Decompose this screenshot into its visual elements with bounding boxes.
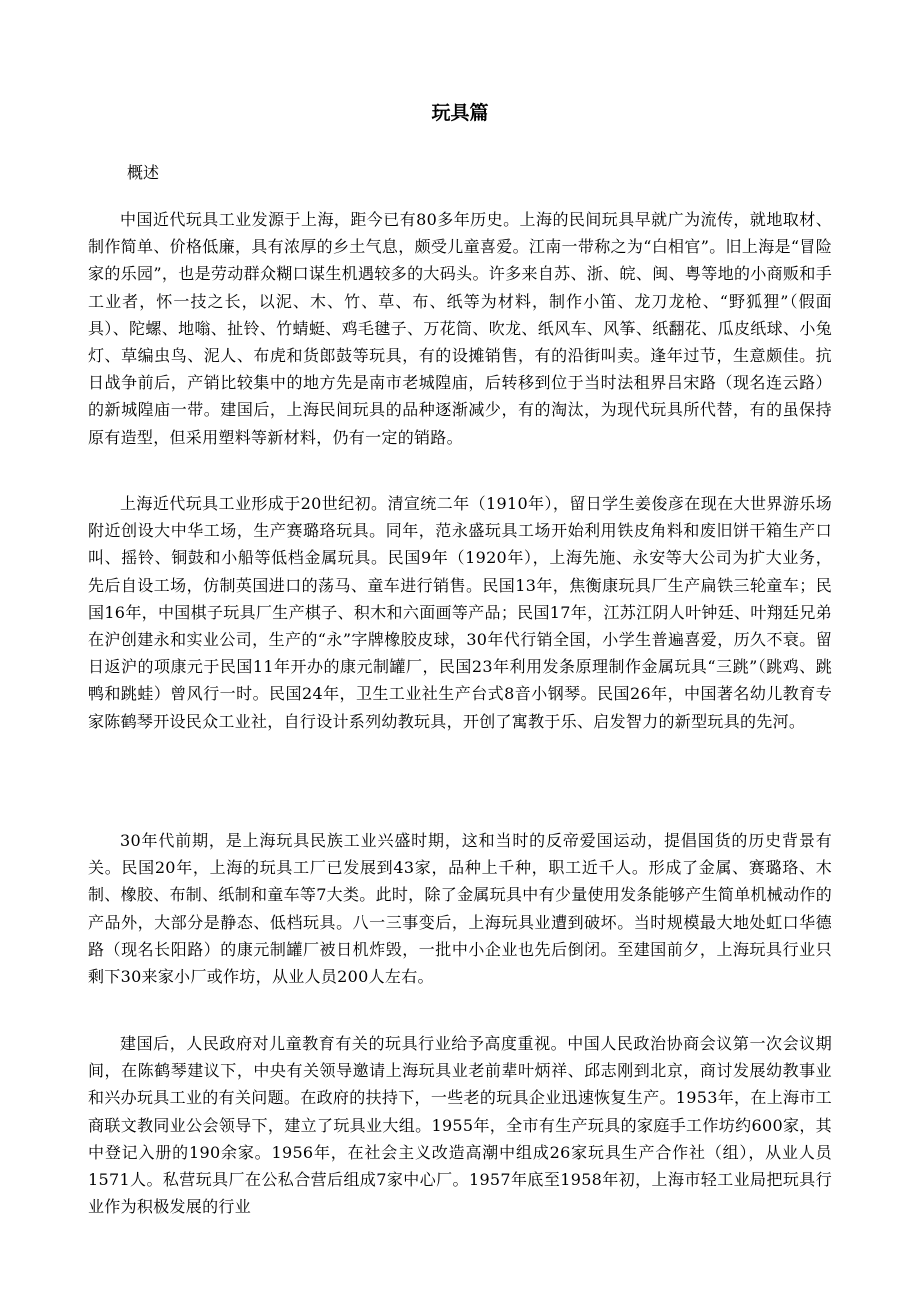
document-title: 玩具篇 [431, 102, 489, 124]
section-heading: 概述 [127, 163, 160, 182]
paragraph-4: 建国后，人民政府对儿童教育有关的玩具行业给予高度重视。中国人民政治协商会议第一次会议期间，在陈鹤琴建议下，中央有关领导邀请上海玩具业老前辈叶炳祥、邱志刚到北京，商讨发展幼教事业和兴办玩具工业的有关问题。在政府的扶持下，一些老的玩具企业迅速恢复生产。1953年，在上海市工商联文教同业公会领导下，建立了玩具业大组。1955年，全市有生产玩具的家庭手工作坊约600家，其中登记入册的190余家。1956年，在社会主义改造高潮中组成26家玩具生产合作社（组），从业人员1571人。私营玩具厂在公私合营后组成7家中心厂。1957年底至1958年初，上海市轻工业局把玩具行业作为积极发展的行业 [88, 1034, 832, 1217]
paragraph-3: 30年代前期，是上海玩具民族工业兴盛时期，这和当时的反帝爱国运动，提倡国货的历史背景有关。民国20年，上海的玩具工厂已发展到43家，品种上千种，职工近千人。形成了金属、赛璐珞、木制、橡胶、布制、纸制和童车等7大类。此时，除了金属玩具中有少量使用发条能够产生简单机械动作的产品外，大部分是静态、低档玩具。八一三事变后，上海玩具业遭到破坏。当时规模最大地处虹口华德路（现名长阳路）的康元制罐厂被日机炸毁，一批中小企业也先后倒闭。至建国前夕，上海玩具行业只剩下30来家小厂或作坊，从业人员200人左右。 [88, 831, 832, 987]
paragraph-1: 中国近代玩具工业发源于上海，距今已有80多年历史。上海的民间玩具早就广为流传，就地取材、制作简单、价格低廉，具有浓厚的乡土气息，颇受儿童喜爱。江南一带称之为“白相官”。旧上海是“冒险家的乐园”，也是劳动群众糊口谋生机遇较多的大码头。许多来自苏、浙、皖、闽、粤等地的小商贩和手工业者，怀一技之长，以泥、木、竹、草、布、纸等为材料，制作小笛、龙刀龙枪、“野狐狸”（假面具）、陀螺、地嗡、扯铃、竹蜻蜓、鸡毛毽子、万花筒、吹龙、纸风车、风筝、纸翻花、瓜皮纸球、小兔灯、草编虫鸟、泥人、布虎和货郎鼓等玩具，有的设摊销售，有的沿街叫卖。逢年过节，生意颇佳。抗日战争前后，产销比较集中的地方先是南市老城隍庙，后转移到位于当时法租界吕宋路（现名连云路）的新城隍庙一带。建国后，上海民间玩具的品种逐渐减少，有的淘汰，为现代玩具所代替，有的虽保持原有造型，但采用塑料等新材料，仍有一定的销路。 [88, 210, 832, 447]
paragraph-2: 上海近代玩具工业形成于20世纪初。清宣统二年（1910年），留日学生姜俊彦在现在大世界游乐场附近创设大中华工场，生产赛璐珞玩具。同年，范永盛玩具工场开始利用铁皮角料和废旧饼干箱生产口叫、摇铃、铜鼓和小船等低档金属玩具。民国9年（1920年），上海先施、永安等大公司为扩大业务，先后自设工场，仿制英国进口的荡马、童车进行销售。民国13年，焦衡康玩具厂生产扁铁三轮童车；民国16年，中国棋子玩具厂生产棋子、积木和六面画等产品；民国17年，江苏江阴人叶钟廷、叶翔廷兄弟在沪创建永和实业公司，生产的“永”字牌橡胶皮球，30年代行销全国，小学生普遍喜爱，历久不衰。留日返沪的项康元于民国11年开办的康元制罐厂，民国23年利用发条原理制作金属玩具“三跳”（跳鸡、跳鸭和跳蛙）曾风行一时。民国24年，卫生工业社生产台式8音小钢琴。民国26年，中国著名幼儿教育专家陈鹤琴开设民众工业社，自行设计系列幼教玩具，开创了寓教于乐、启发智力的新型玩具的先河。 [88, 494, 832, 731]
